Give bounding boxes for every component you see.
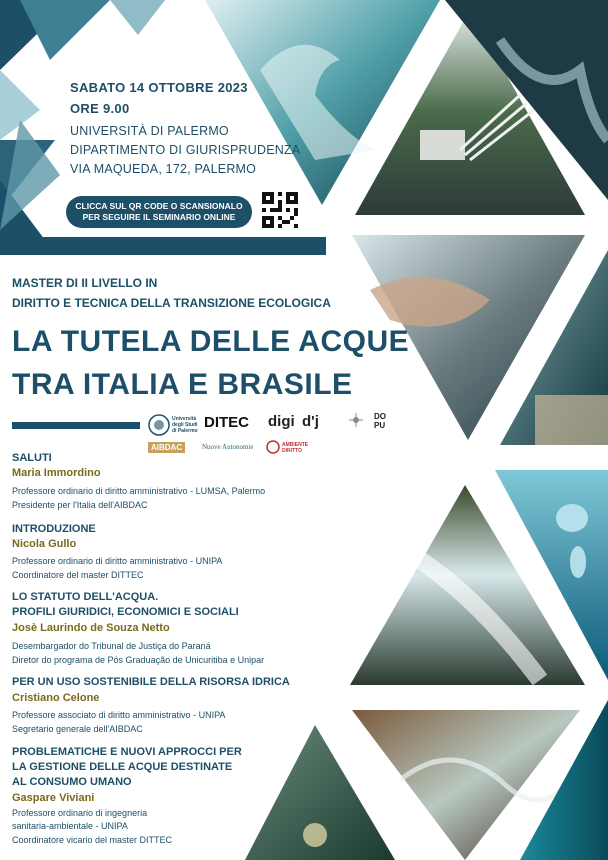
speaker-name: Josè Laurindo de Souza Netto xyxy=(12,622,170,634)
unipa-seal-icon xyxy=(148,414,170,436)
session-title: LA GESTIONE DELLE ACQUE DESTINATE xyxy=(12,761,233,773)
online-seminar-button[interactable] xyxy=(66,196,252,228)
speaker-role: Professore associato di diritto amministrativo - UNIPA xyxy=(12,710,226,720)
logo-unipa: Università degli Studi di Palermo xyxy=(172,416,198,434)
logo-dj: d'j xyxy=(302,413,319,430)
speaker-role: Segretario generale dell'AIBDAC xyxy=(12,724,143,734)
title-divider xyxy=(12,422,140,429)
speaker-role: Professore ordinario di diritto amministrativo - UNIPA xyxy=(12,556,223,566)
session-title: SALUTI xyxy=(12,452,52,464)
speaker-role: Professore ordinario di diritto amministrativo - LUMSA, Palermo xyxy=(12,486,266,496)
session-title: PER UN USO SOSTENIBILE DELLA RISORSA IDRICA xyxy=(12,676,290,688)
logo-nuove-autonomie: Nuove Autonomie xyxy=(202,443,254,451)
event-time: ORE 9.00 xyxy=(70,101,130,116)
speaker-role: Coordinatore vicario del master DITTEC xyxy=(12,835,173,845)
session-title: AL CONSUMO UMANO xyxy=(12,776,132,788)
master-line-1: MASTER DI II LIVELLO IN xyxy=(12,276,158,290)
logo-digi: digi xyxy=(268,413,295,430)
session-title: LO STATUTO DELL'ACQUA. xyxy=(12,591,159,603)
session-title: PROBLEMATICHE E NUOVI APPROCCI PER xyxy=(12,746,242,758)
qr-button-line-2: PER SEGUIRE IL SEMINARIO ONLINE xyxy=(82,212,236,222)
session-title: PROFILI GIURIDICI, ECONOMICI E SOCIALI xyxy=(12,606,239,618)
title-line-1: LA TUTELA DELLE ACQUE xyxy=(12,325,410,358)
title-line-2: TRA ITALIA E BRASILE xyxy=(12,368,353,401)
qr-code-icon[interactable] xyxy=(262,192,298,228)
event-date: SABATO 14 OTTOBRE 2023 xyxy=(70,80,248,95)
speaker-name: Maria Immordino xyxy=(12,467,101,479)
ambiente-diritto-icon xyxy=(266,440,280,454)
speaker-role: sanitaria-ambientale - UNIPA xyxy=(12,821,128,831)
venue-line-1: UNIVERSITÀ DI PALERMO xyxy=(70,124,229,138)
speaker-name: Gaspare Viviani xyxy=(12,792,95,804)
session-title: INTRODUZIONE xyxy=(12,523,96,535)
network-icon xyxy=(348,412,364,430)
logo-aibdac: AIBDAC xyxy=(148,442,185,453)
qr-button-line-1: CLICCA SUL QR CODE O SCANSIONALO xyxy=(75,201,243,211)
speaker-role: Coordinatore del master DITTEC xyxy=(12,570,144,580)
speaker-role: Professore ordinario di ingegneria xyxy=(12,808,148,818)
logo-ditec: DITEC xyxy=(204,414,249,431)
logo-ambiente-diritto: AMBIENTE DIRITTO xyxy=(282,442,309,454)
logo-dopu: DOPU xyxy=(374,412,386,430)
speaker-role: Diretor do programa de Pós Graduação de Unicuritiba e Unipar xyxy=(12,655,265,665)
venue-line-2: DIPARTIMENTO DI GIURISPRUDENZA xyxy=(70,143,301,157)
speaker-role: Presidente per l'Italia dell'AIBDAC xyxy=(12,500,148,510)
master-line-2: DIRITTO E TECNICA DELLA TRANSIZIONE ECOLOGICA xyxy=(12,296,331,310)
speaker-role: Desembargador do Tribunal de Justiça do Paraná xyxy=(12,641,211,651)
speaker-name: Nicola Gullo xyxy=(12,538,77,550)
speaker-name: Cristiano Celone xyxy=(12,692,100,704)
venue-line-3: VIA MAQUEDA, 172, PALERMO xyxy=(70,162,257,176)
